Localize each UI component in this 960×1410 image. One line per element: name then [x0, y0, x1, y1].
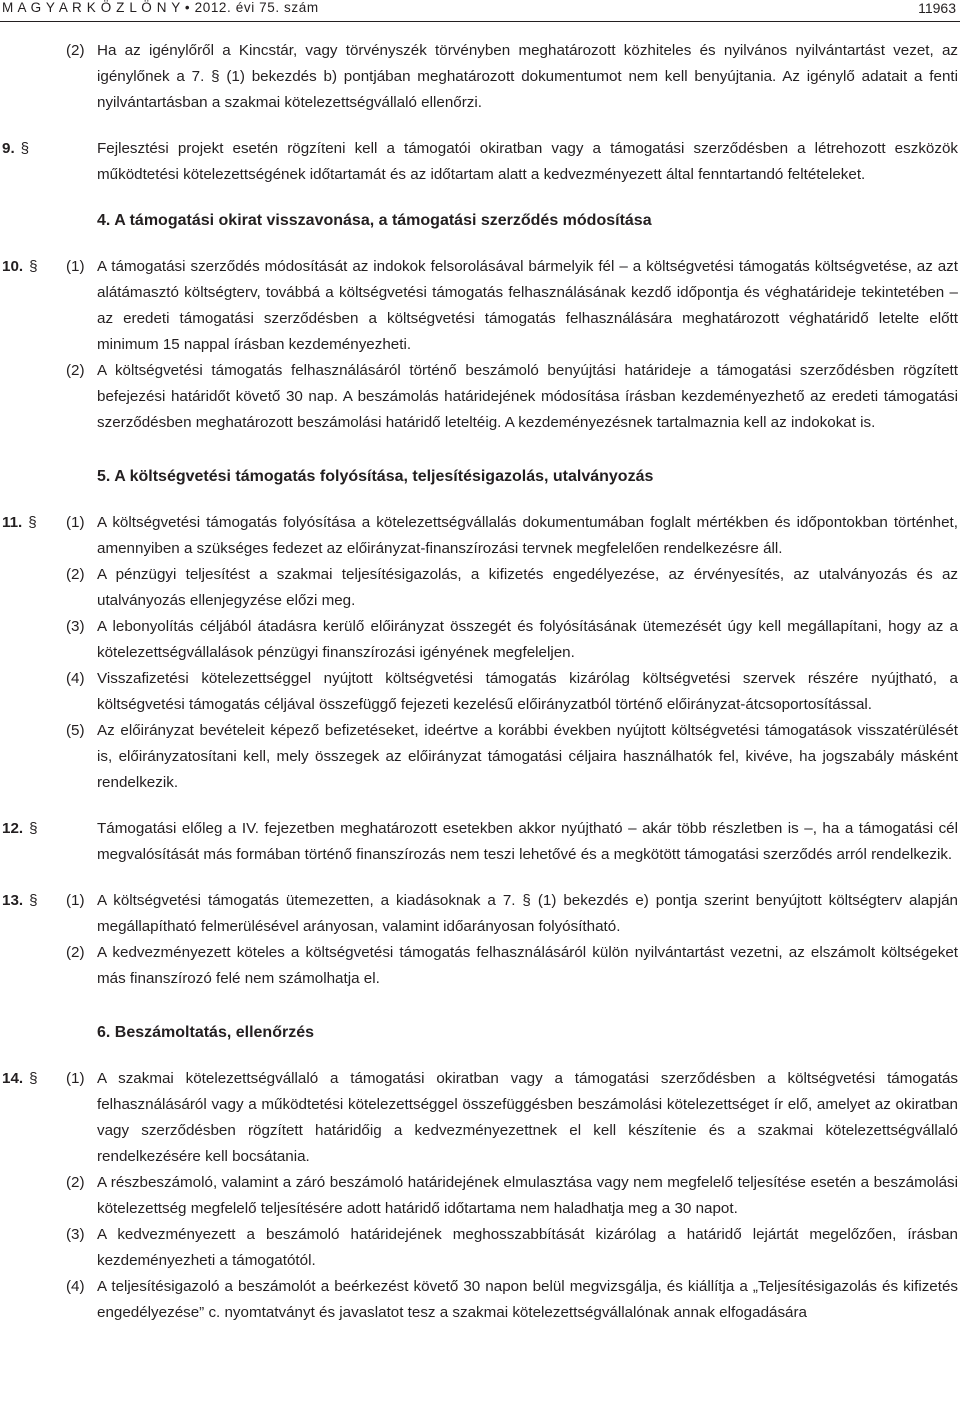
subsection-text: Támogatási előleg a IV. fejezetben meghatározott esetekben akkor nyújtható – akár több részletben is –, ha a támogatási cél megvalósítását más formában történő finanszírozás nem teszi lehetővé és a megkötött támogatási szerződés arról rendelkezik.	[97, 820, 958, 863]
section-9	[0, 136, 960, 188]
subsection-text: A kedvezményezett a beszámoló határidejének meghosszabbítását kizárólag a határidő lejártát megelőzően, írásban kezdeményezheti a támogatótól.	[97, 1226, 958, 1269]
chapter-heading-4: 4. A támogatási okirat visszavonása, a támogatási szerződés módosítása	[97, 212, 652, 229]
section-number-value: 11.	[2, 514, 23, 531]
subsection-paragraph	[0, 254, 960, 358]
subsection-paragraph	[0, 510, 960, 562]
subsection-number: (1)	[66, 1070, 85, 1087]
section-number-value: 10.	[2, 258, 24, 275]
subsection-paragraph	[0, 562, 960, 614]
subsection-paragraph	[0, 1222, 960, 1274]
section-sign: §	[20, 140, 30, 157]
section-number-value: 13.	[2, 892, 24, 909]
section-continuation	[0, 38, 960, 116]
subsection-text: Fejlesztési projekt esetén rögzíteni kell a támogatói okiratban vagy a támogatási szerződésben a létrehozott eszközök működtetési kötelezettségének időtartamát és az időtartam alatt a kedvezményezett által fenntartandó feltételeket.	[97, 140, 958, 183]
subsection-text: A pénzügyi teljesítést a szakmai teljesítésigazolás, a kifizetés engedélyezése, az érvényesítés, az utalványozás és az utalványozás ellenjegyzése előzi meg.	[97, 566, 958, 609]
subsection-text: A költségvetési támogatás ütemezetten, a kiadásoknak a 7. § (1) bekezdés e) pontja szerint benyújtott költségterv alapján megállapítható felmerülésével arányosan, valamint időarányosan folyósítható.	[97, 892, 958, 935]
section-number	[2, 888, 38, 914]
subsection-paragraph	[0, 888, 960, 940]
subsection-number: (4)	[66, 1278, 85, 1295]
subsection-text: Ha az igénylőről a Kincstár, vagy törvényszék törvényben meghatározott közhiteles és nyilvános nyilvántartást vezet, az igénylőnek a 7. § (1) bekezdés b) pontjában meghatározott dokumentumot nem kell benyújtania. Az igénylő adatait a fenti nyilvántartásban a szakmai kötelezettségvállaló ellenőrzi.	[97, 42, 958, 111]
section-10	[0, 254, 960, 436]
subsection-number: (5)	[66, 722, 85, 739]
subsection-paragraph	[0, 38, 960, 116]
section-sign: §	[29, 1070, 38, 1087]
subsection-text: A teljesítésigazoló a beszámolót a beérkezést követő 30 napon belül megvizsgálja, és kiállítja a „Teljesítésigazolás és kifizetés engedélyezése” c. nyomtatványt és javaslatot tesz a szakmai kötelezettségvállalónak annak elfogadására	[97, 1278, 958, 1321]
section-sign: §	[29, 258, 38, 275]
chapter-heading-6: 6. Beszámoltatás, ellenőrzés	[97, 1024, 314, 1041]
section-12	[0, 816, 960, 868]
subsection-number: (2)	[66, 42, 85, 59]
journal-title: M A G Y A R K Ö Z L Ö N Y • 2012. évi 75. szám	[2, 0, 319, 15]
header-rule	[0, 21, 960, 22]
chapter-heading-5: 5. A költségvetési támogatás folyósítása, teljesítésigazolás, utalványozás	[97, 468, 654, 485]
subsection-paragraph	[0, 666, 960, 718]
subsection-text: Visszafizetési kötelezettséggel nyújtott költségvetési támogatás kizárólag költségvetési szervek részére nyújtható, a költségvetési támogatás céljával összefüggő fejezeti kezelésű előirányzatból történő előirányzat-átcsoportosítással.	[97, 670, 958, 713]
subsection-number: (2)	[66, 944, 85, 961]
subsection-text: A támogatási szerződés módosítását az indokok felsorolásával bármelyik fél – a költségvetési támogatás költségvetése, az azt alátámasztó költségterv, továbbá a költségvetési támogatás felhasználásának kezdő időpontja és véghatárideje tekintetében – az eredeti támogatási szerződésben a költségvetési támogatás felhasználására meghatározott véghatáridő letelte előtt minimum 15 nappal írásban kezdeményezheti.	[97, 258, 958, 353]
section-14	[0, 1066, 960, 1326]
subsection-text: A szakmai kötelezettségvállaló a támogatási okiratban vagy a támogatási szerződésben a költségvetési támogatás felhasználásáról vagy a működtetési kötelezettséggel összefüggésben beszámolási kötelezettséget ír elő, amelyet az okiratban vagy szerződésben rögzített határidőig a kedvezményezettnek el kell készítenie és a szakmai kötelezettségvállaló rendelkezésére kell bocsátania.	[97, 1070, 958, 1165]
section-number	[2, 1066, 38, 1092]
subsection-paragraph	[0, 940, 960, 992]
subsection-number: (1)	[66, 514, 85, 531]
subsection-number: (3)	[66, 1226, 85, 1243]
section-sign: §	[29, 820, 38, 837]
section-number	[2, 136, 29, 162]
section-number	[2, 254, 38, 280]
subsection-text: A lebonyolítás céljából átadásra kerülő előirányzat összegét és folyósításának ütemezését úgy kell megállapítani, hogy az a kötelezettségvállalások pénzügyi finanszírozási igényének megfeleljen.	[97, 618, 958, 661]
page-number: 11963	[918, 0, 956, 16]
subsection-text: A költségvetési támogatás felhasználásáról történő beszámoló benyújtási határideje a támogatási szerződésben rögzített befejezési határidőt követő 30 nap. A beszámolás határidejének módosítása írásban kezdeményezhető az eredeti támogatási szerződésben meghatározott beszámolási határidő leteltéig. A kezdeményezésnek tartalmaznia kell az indokokat is.	[97, 362, 958, 431]
subsection-number: (2)	[66, 1174, 85, 1191]
subsection-paragraph	[0, 1170, 960, 1222]
section-number-value: 9.	[2, 140, 15, 157]
subsection-number: (2)	[66, 362, 85, 379]
section-number	[2, 510, 37, 536]
subsection-paragraph	[0, 816, 960, 868]
subsection-paragraph	[0, 136, 960, 188]
subsection-number: (1)	[66, 258, 85, 275]
subsection-paragraph	[0, 1274, 960, 1326]
page-header	[0, 0, 960, 22]
section-number-value: 12.	[2, 820, 24, 837]
subsection-paragraph	[0, 614, 960, 666]
subsection-text: A kedvezményezett köteles a költségvetési támogatás felhasználásáról külön nyilvántartást vezetni, az elszámolt költségeket más finanszírozó felé nem számolhatja el.	[97, 944, 958, 987]
subsection-text: A költségvetési támogatás folyósítása a kötelezettségvállalás dokumentumában foglalt mértékben és időpontokban történhet, amennyiben a szükséges fedezet az előirányzat-finanszírozási tervnek megfelelően rendelkezésre áll.	[97, 514, 958, 557]
subsection-paragraph	[0, 1066, 960, 1170]
section-11	[0, 510, 960, 796]
subsection-number: (1)	[66, 892, 85, 909]
subsection-paragraph	[0, 718, 960, 796]
section-number-value: 14.	[2, 1070, 24, 1087]
subsection-paragraph	[0, 358, 960, 436]
section-sign: §	[28, 514, 37, 531]
subsection-number: (4)	[66, 670, 85, 687]
subsection-number: (2)	[66, 566, 85, 583]
section-number	[2, 816, 38, 842]
subsection-text: A részbeszámoló, valamint a záró beszámoló határidejének elmulasztása vagy nem megfelelő teljesítése esetén a beszámolási kötelezettség megfelelő teljesítésére adott határidő időtartama nem haladhatja meg a 30 napot.	[97, 1174, 958, 1217]
subsection-number: (3)	[66, 618, 85, 635]
section-13	[0, 888, 960, 992]
section-sign: §	[29, 892, 38, 909]
document-body	[0, 38, 960, 1326]
subsection-text: Az előirányzat bevételeit képező befizetéseket, ideértve a korábbi években nyújtott költségvetési támogatások visszatérülését is, előirányzatosítani kell, mely összegek az előirányzat támogatási céljaira használhatók fel, kivéve, ha jogszabály másként rendelkezik.	[97, 722, 958, 791]
